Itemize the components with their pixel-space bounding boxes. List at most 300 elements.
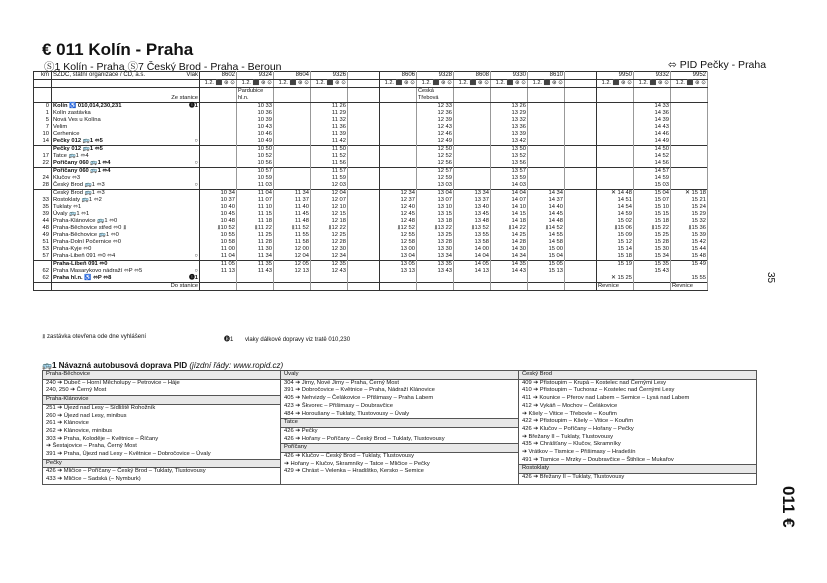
station-km: 51 <box>34 239 52 246</box>
station-time-cell: 10 45 <box>200 211 237 218</box>
station-time-cell: 13 29 <box>491 110 528 117</box>
station-time-cell <box>565 190 597 198</box>
station-time-cell: 11 59 <box>311 175 348 182</box>
station-name <box>52 168 200 176</box>
station-time-cell <box>565 239 597 246</box>
station-time-cell: 11 25 <box>237 232 274 239</box>
station-time-cell: 11 56 <box>311 160 348 168</box>
station-time-cell: 10 55 <box>200 232 237 239</box>
station-time-cell <box>454 182 491 190</box>
station-label: Poříčany 060 🚌1 ⬄4 <box>53 168 111 174</box>
station-time-cell: 14 10 <box>491 204 528 211</box>
from-station-cell <box>454 88 491 103</box>
station-time-cell: 11 05 <box>200 261 237 269</box>
station-time-cell <box>597 110 634 117</box>
station-time-cell: 12 34 <box>311 253 348 261</box>
bus-line: 391 ➔ Praha, Újezd nad Lesy – Květnice – Dobročovice – Úvaly <box>46 451 211 458</box>
station-time-cell: 14 34 <box>528 190 565 198</box>
bus-line: 409 ➔ Přistoupim – Krupá – Kostelec nad Černými Lesy <box>522 379 667 386</box>
operator-label: ŠŽDC, státní organizace / ČD, a.s. <box>53 72 146 78</box>
to-label: Do stanice <box>52 283 200 291</box>
station-mark: ○ <box>194 160 198 166</box>
station-time-cell: 13 07 <box>417 197 454 204</box>
station-name <box>52 117 200 124</box>
train-notes-cell: 1.2. ⬛ ⊛ ⊙ <box>237 80 274 88</box>
station-time-cell <box>454 103 491 111</box>
station-km: 14 <box>34 138 52 146</box>
train-notes-cell: 1.2. ⬛ ⊛ ⊙ <box>454 80 491 88</box>
station-km: 17 <box>34 153 52 160</box>
station-time-cell: 11 07 <box>237 197 274 204</box>
station-time-cell: 13 57 <box>491 168 528 176</box>
station-time-cell: 14 51 <box>597 197 634 204</box>
station-time-cell <box>528 275 565 283</box>
station-row <box>34 131 708 138</box>
station-time-cell <box>454 138 491 146</box>
route-subtitle: Ⓢ1 Kolín - Praha Ⓢ7 Český Brod - Praha - Beroun <box>44 61 282 73</box>
station-time-cell: ⫫15 06 <box>597 225 634 232</box>
from-label: Ze stanice <box>52 88 200 103</box>
station-time-cell <box>528 182 565 190</box>
station-time-cell: 14 46 <box>634 131 671 138</box>
train-notes-cell: 1.2. ⬛ ⊛ ⊙ <box>597 80 634 88</box>
bus-line: 405 ➔ Nehvizdy – Čelákovice – Přišimasy – Praha Labem <box>284 395 434 402</box>
station-time-cell: 13 39 <box>491 131 528 138</box>
from-station-cell <box>634 88 671 103</box>
bus-section-title <box>42 361 283 370</box>
station-time-cell: 14 40 <box>528 204 565 211</box>
timetable <box>33 71 708 291</box>
station-time-cell <box>417 275 454 283</box>
bus-line: 426 ➔ Hořany – Poříčany – Český Brod – Tuklaty, Tlustovousy <box>284 435 445 442</box>
to-station-cell <box>417 283 454 291</box>
station-time-cell: ⫫12 22 <box>311 225 348 232</box>
station-label: Tuklaty ⬄1 <box>53 204 82 210</box>
station-time-cell: 13 55 <box>454 232 491 239</box>
station-time-cell <box>237 275 274 283</box>
train-number-cell: 8610 <box>528 72 565 80</box>
station-name <box>52 261 200 269</box>
train-notes-row <box>34 80 708 88</box>
station-time-cell <box>200 275 237 283</box>
train-notes-cell: 1.2. ⬛ ⊛ ⊙ <box>528 80 565 88</box>
station-km: 7 <box>34 124 52 131</box>
station-time-cell <box>274 160 311 168</box>
station-name <box>52 253 200 261</box>
station-name <box>52 211 200 218</box>
station-time-cell <box>274 103 311 111</box>
station-time-cell <box>200 117 237 124</box>
station-row <box>34 138 708 146</box>
train-number-row <box>34 72 708 80</box>
station-label: Praha-Běchovice střed ⬄0 ⫫ <box>53 225 127 231</box>
station-time-cell <box>565 232 597 239</box>
station-tag: 🅑1 <box>188 103 198 109</box>
station-time-cell: 12 52 <box>417 153 454 160</box>
station-time-cell: 13 04 <box>380 253 417 261</box>
from-station-row <box>34 88 708 103</box>
station-time-cell: 14 04 <box>454 253 491 261</box>
station-label: Tatce 🚌1 ⬄4 <box>53 153 89 159</box>
station-time-cell <box>454 110 491 117</box>
station-time-cell <box>597 117 634 124</box>
bus-stop-heading: Praha-Běchovice <box>43 371 280 380</box>
station-time-cell: 13 30 <box>417 246 454 253</box>
station-time-cell <box>528 124 565 131</box>
train-notes-cell: 1.2. ⬛ ⊛ ⊙ <box>274 80 311 88</box>
station-km: 44 <box>34 218 52 225</box>
station-time-cell: 11 45 <box>274 211 311 218</box>
station-time-cell: ⫫12 52 <box>380 225 417 232</box>
station-time-cell: 12 30 <box>311 246 348 253</box>
station-time-cell <box>380 168 417 176</box>
station-time-cell: 12 00 <box>274 246 311 253</box>
station-label: Cerhenice <box>53 131 80 137</box>
station-time-cell: 15 42 <box>671 239 708 246</box>
station-km: 0 <box>34 103 52 111</box>
bus-line: 426 ➔ Klučov – Poříčany – Hořany – Pečky <box>522 425 634 432</box>
station-time-cell <box>671 160 708 168</box>
bus-line: 240, 250 ➔ Černý Most <box>46 387 107 394</box>
train-notes-cell: 1.2. ⬛ ⊛ ⊙ <box>491 80 528 88</box>
station-time-cell: 12 05 <box>274 261 311 269</box>
station-name <box>52 246 200 253</box>
station-time-cell <box>380 182 417 190</box>
station-time-cell <box>565 246 597 253</box>
station-time-cell: 15 29 <box>671 211 708 218</box>
bus-line: 261 ➔ Klánovice <box>46 420 89 427</box>
train-label: Vlak <box>186 72 198 78</box>
station-time-cell: 14 37 <box>528 197 565 204</box>
station-time-cell <box>200 138 237 146</box>
station-time-cell <box>200 153 237 160</box>
station-time-cell: ✕ 14 48 <box>597 190 634 198</box>
station-time-cell <box>274 124 311 131</box>
from-station-cell <box>200 88 237 103</box>
station-time-cell: 14 15 <box>491 211 528 218</box>
station-km: 24 <box>34 175 52 182</box>
station-time-cell: 13 28 <box>417 239 454 246</box>
station-row <box>34 275 708 283</box>
station-time-cell: 14 43 <box>491 268 528 275</box>
station-row <box>34 182 708 190</box>
station-name <box>52 160 200 168</box>
station-time-cell <box>274 146 311 154</box>
train-notes-cell: 1.2. ⬛ ⊛ ⊙ <box>200 80 237 88</box>
station-time-cell <box>380 175 417 182</box>
station-time-cell: 13 58 <box>454 239 491 246</box>
station-time-cell: 12 57 <box>417 168 454 176</box>
station-time-cell: 15 10 <box>634 204 671 211</box>
station-label: Klučov ⬄3 <box>53 175 81 181</box>
station-time-cell <box>597 103 634 111</box>
station-km <box>34 261 52 269</box>
station-time-cell: 10 58 <box>200 239 237 246</box>
station-time-cell <box>671 110 708 117</box>
station-mark: ○ <box>194 182 198 188</box>
station-name <box>52 138 200 146</box>
station-time-cell: 12 50 <box>417 146 454 154</box>
bus-stop-heading: Pečky <box>43 459 280 469</box>
bus-line: 423 ➔ Škvorec – Přišimasy – Doubravčice <box>284 402 393 409</box>
train-notes-cell: 1.2. ⬛ ⊛ ⊙ <box>380 80 417 88</box>
station-km: 62 <box>34 275 52 283</box>
station-label: Praha-Klánovice 🚌1 ⬄0 <box>53 218 118 224</box>
station-time-cell <box>454 160 491 168</box>
station-time-cell: ⫫14 22 <box>491 225 528 232</box>
station-name <box>52 204 200 211</box>
station-label: Praha-Běchovice 🚌1 ⬄0 <box>53 232 119 238</box>
station-time-cell: 13 26 <box>491 103 528 111</box>
to-station-cell <box>274 283 311 291</box>
station-km: 57 <box>34 253 52 261</box>
long-distance-tag: 🅑1 <box>224 337 234 343</box>
bus-line: 426 ➔ Klučov – Český Brod – Tuklaty, Tlustovousy <box>284 453 414 460</box>
station-name <box>52 268 200 275</box>
station-time-cell: 14 59 <box>597 211 634 218</box>
station-time-cell <box>348 225 380 232</box>
station-label: Kolín ♿ 010,014,230,231 <box>53 103 122 109</box>
station-row <box>34 153 708 160</box>
station-time-cell <box>348 168 380 176</box>
station-time-cell <box>671 131 708 138</box>
to-station-cell <box>491 283 528 291</box>
station-time-cell: 14 56 <box>634 160 671 168</box>
station-time-cell <box>565 261 597 269</box>
station-time-cell <box>348 131 380 138</box>
station-row <box>34 190 708 198</box>
station-time-cell <box>380 138 417 146</box>
station-time-cell <box>274 110 311 117</box>
station-time-cell <box>597 153 634 160</box>
station-time-cell: 15 12 <box>597 239 634 246</box>
to-station-cell <box>237 283 274 291</box>
station-row <box>34 110 708 117</box>
km-blank <box>34 283 52 291</box>
station-time-cell <box>348 182 380 190</box>
station-time-cell: 15 24 <box>671 204 708 211</box>
station-km <box>34 168 52 176</box>
station-time-cell <box>671 182 708 190</box>
station-km: 48 <box>34 225 52 232</box>
station-row <box>34 146 708 154</box>
bus-line: 484 ➔ Horoušany – Tuklaty, Tlustovousy – Úvaly <box>284 410 410 417</box>
station-time-cell: 15 19 <box>597 261 634 269</box>
station-time-cell: 11 55 <box>274 232 311 239</box>
station-time-cell: 14 39 <box>634 117 671 124</box>
station-time-cell <box>671 146 708 154</box>
station-time-cell: 13 03 <box>417 182 454 190</box>
station-label: Pečky 012 🚌1 ⬄5 <box>53 138 103 144</box>
station-time-cell <box>274 117 311 124</box>
station-time-cell <box>597 168 634 176</box>
station-time-cell <box>597 124 634 131</box>
station-time-cell: ⫫11 22 <box>237 225 274 232</box>
train-number-cell: 9952 <box>671 72 708 80</box>
train-number-cell: 8606 <box>380 72 417 80</box>
train-number-cell: 9326 <box>311 72 348 80</box>
bus-column <box>281 371 519 485</box>
station-km: 39 <box>34 211 52 218</box>
station-time-cell: 12 43 <box>417 124 454 131</box>
station-time-cell <box>274 275 311 283</box>
station-label: Praha hl.n. ♿ ⬄P ⬄8 <box>53 275 112 281</box>
station-time-cell: 13 04 <box>417 190 454 198</box>
station-km: 62 <box>34 268 52 275</box>
station-row <box>34 197 708 204</box>
station-time-cell <box>565 168 597 176</box>
station-time-cell: 10 33 <box>237 103 274 111</box>
station-time-cell: 15 03 <box>634 182 671 190</box>
station-time-cell: 13 59 <box>491 175 528 182</box>
station-time-cell: 10 43 <box>237 124 274 131</box>
station-name <box>52 146 200 154</box>
station-time-cell: 14 45 <box>528 211 565 218</box>
station-time-cell: 12 13 <box>274 268 311 275</box>
station-time-cell: 10 56 <box>237 160 274 168</box>
station-time-cell <box>348 261 380 269</box>
station-time-cell: 12 39 <box>417 117 454 124</box>
station-time-cell <box>348 253 380 261</box>
station-time-cell: 14 25 <box>491 232 528 239</box>
station-label: Praha-Kyje ⬄0 <box>53 246 92 252</box>
station-time-cell: 10 48 <box>200 218 237 225</box>
station-time-cell <box>671 268 708 275</box>
station-time-cell: 15 15 <box>634 211 671 218</box>
station-label: Nová Ves u Kolína <box>53 117 101 123</box>
bus-line: 260 ➔ Újezd nad Lesy, minibus <box>46 412 127 419</box>
station-name <box>52 218 200 225</box>
station-mark: ○ <box>194 253 198 259</box>
station-km: 5 <box>34 117 52 124</box>
station-time-cell <box>565 131 597 138</box>
station-time-cell: 11 52 <box>311 153 348 160</box>
station-time-cell <box>671 138 708 146</box>
station-time-cell <box>565 218 597 225</box>
station-time-cell <box>348 124 380 131</box>
from-station-cell <box>671 88 708 103</box>
station-time-cell <box>348 204 380 211</box>
station-row <box>34 204 708 211</box>
from-station-cell <box>491 88 528 103</box>
station-time-cell: 12 28 <box>311 239 348 246</box>
station-time-cell <box>348 218 380 225</box>
station-time-cell: 10 39 <box>237 117 274 124</box>
station-time-cell <box>348 117 380 124</box>
bus-stop-heading: Praha-Klánovice <box>43 395 280 405</box>
station-time-cell: 13 52 <box>491 153 528 160</box>
legend-stop-note: ⫫ zastávka otevřena ode dne vyhlášení <box>42 334 147 340</box>
station-time-cell <box>671 168 708 176</box>
station-time-cell: 11 04 <box>237 190 274 198</box>
station-time-cell <box>528 160 565 168</box>
station-time-cell: ⫫15 22 <box>634 225 671 232</box>
station-time-cell: 14 54 <box>597 204 634 211</box>
station-time-cell <box>348 268 380 275</box>
bus-column <box>519 371 757 485</box>
station-time-cell <box>565 103 597 111</box>
station-time-cell <box>528 175 565 182</box>
station-time-cell: 10 37 <box>200 197 237 204</box>
station-time-cell: 15 04 <box>634 190 671 198</box>
station-time-cell <box>565 253 597 261</box>
long-distance-text: vlaky dálkové dopravy viz tratě 010,230 <box>245 337 351 343</box>
station-time-cell: 14 07 <box>491 197 528 204</box>
page-number: 35 <box>765 272 776 284</box>
station-time-cell <box>348 153 380 160</box>
legend-long-distance <box>224 334 350 343</box>
station-row <box>34 246 708 253</box>
station-time-cell <box>348 190 380 198</box>
station-time-cell <box>565 204 597 211</box>
station-time-cell <box>671 175 708 182</box>
station-time-cell: 12 37 <box>380 197 417 204</box>
station-time-cell: 11 15 <box>237 211 274 218</box>
station-time-cell <box>528 110 565 117</box>
station-time-cell: 14 59 <box>634 175 671 182</box>
station-row <box>34 225 708 232</box>
station-time-cell: 11 57 <box>311 168 348 176</box>
bus-line: ➔ Břežany II – Tuklaty, Tlustovousy <box>522 433 613 440</box>
station-time-cell <box>454 117 491 124</box>
station-time-cell <box>348 110 380 117</box>
station-time-cell <box>454 275 491 283</box>
station-time-cell: 11 04 <box>200 253 237 261</box>
station-time-cell <box>348 197 380 204</box>
station-time-cell <box>597 131 634 138</box>
station-time-cell <box>380 275 417 283</box>
station-time-cell: 12 04 <box>274 253 311 261</box>
to-station-cell <box>565 283 597 291</box>
km-blank <box>34 88 52 103</box>
station-time-cell <box>671 153 708 160</box>
station-time-cell: 13 05 <box>380 261 417 269</box>
station-time-cell: 14 34 <box>491 253 528 261</box>
bus-line: 304 ➔ Jirny, Nové Jirny – Praha, Černý Most <box>284 379 399 386</box>
station-row <box>34 218 708 225</box>
pid-label: ⬄ PID Pečky - Praha <box>668 59 767 71</box>
station-time-cell: 15 48 <box>671 253 708 261</box>
station-time-cell: 11 42 <box>311 138 348 146</box>
station-time-cell: 12 55 <box>380 232 417 239</box>
station-time-cell <box>565 211 597 218</box>
station-time-cell: 14 05 <box>454 261 491 269</box>
station-time-cell: 10 46 <box>237 131 274 138</box>
bus-line: ➔ Hořany – Klučov, Skramníky – Tatce – Mličice – Pečky <box>284 460 430 467</box>
station-time-cell: 13 48 <box>454 218 491 225</box>
station-time-cell: 15 32 <box>671 218 708 225</box>
station-time-cell: ⫫10 52 <box>200 225 237 232</box>
bus-line: 426 ➔ Břežany II – Tuklaty, Tlustovousy <box>522 474 625 481</box>
station-time-cell <box>274 153 311 160</box>
station-time-cell <box>348 211 380 218</box>
station-time-cell: 13 40 <box>454 204 491 211</box>
station-time-cell: 12 04 <box>311 190 348 198</box>
train-number-cell: 9332 <box>634 72 671 80</box>
station-km: 33 <box>34 197 52 204</box>
train-notes-cell: 1.2. ⬛ ⊛ ⊙ <box>311 80 348 88</box>
station-time-cell: 15 18 <box>597 253 634 261</box>
station-time-cell <box>348 103 380 111</box>
station-name <box>52 153 200 160</box>
station-time-cell: 11 34 <box>274 190 311 198</box>
station-time-cell: 12 25 <box>311 232 348 239</box>
station-time-cell <box>200 103 237 111</box>
station-time-cell: 14 35 <box>491 261 528 269</box>
station-time-cell <box>671 103 708 111</box>
station-name <box>52 131 200 138</box>
from-station-cell <box>348 88 380 103</box>
